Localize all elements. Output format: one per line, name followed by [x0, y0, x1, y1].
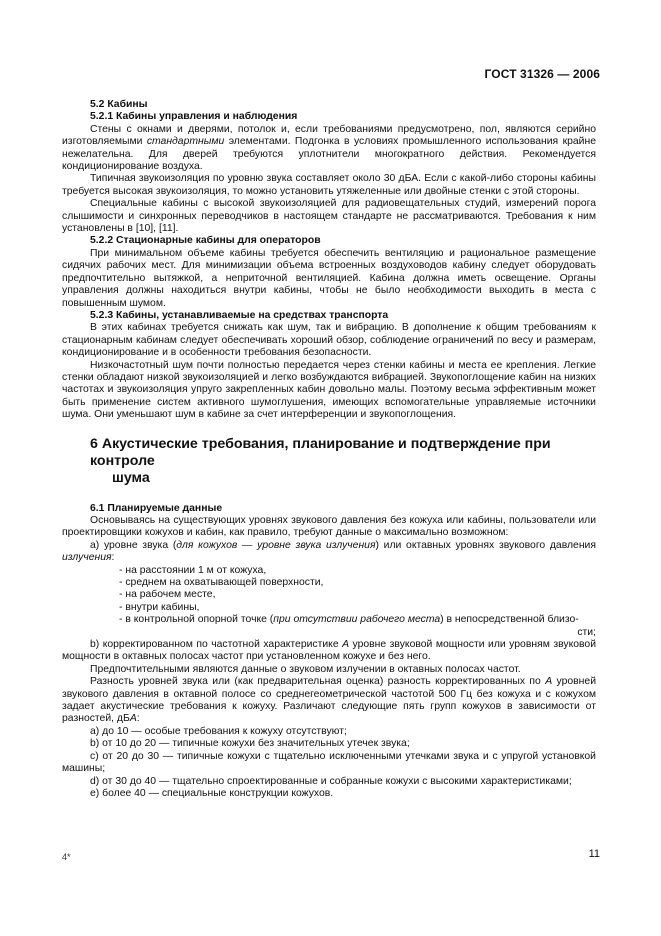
text-span: : — [111, 552, 115, 564]
text-span: уровней звукового давления в октавной полосе со среднегеометрической частотой 500 Гц без кожуха и с кожухом задает акустические требования к кожуху. Различают следующие пять групп кожухов в зависимости от разностей, дБ — [62, 676, 596, 725]
text-span: a) уровне звука ( — [90, 539, 177, 551]
dash-item — [62, 614, 596, 639]
group-item-c: c) от 20 до 30 — типичные кожухи с тщательно исключенными утечками звука и с упругой установкой машины; — [62, 750, 596, 775]
section-6-1-heading: 6.1 Планируемые данные — [90, 502, 223, 514]
text-span: - в контрольной опорной точке ( — [119, 614, 274, 626]
paragraph-6-1-difference — [62, 676, 596, 726]
section-5-2-heading: 5.2 Кабины — [90, 99, 148, 110]
dash-item: - внутри кабины, — [119, 601, 200, 613]
group-item-e: e) более 40 — специальные конструкции кожухов. — [90, 787, 334, 799]
text-span: ) в непосредственной близо- — [440, 614, 579, 626]
italic-span: стандартными — [146, 136, 225, 148]
text-span: : — [136, 713, 140, 725]
group-item-b: b) от 10 до 20 — типичные кожухи без значительных утечек звука; — [90, 738, 410, 750]
section-5-2-3-heading: 5.2.3 Кабины, устанавливаемые на средствах транспорта — [90, 309, 389, 321]
text-span: ) или октавных уровнях звукового давления — [375, 539, 596, 551]
dash-item: - на рабочем месте, — [119, 589, 216, 601]
heading-line: 6 Акустические требования, планирование и подтверждение при контроле — [90, 435, 551, 469]
italic-span: А — [342, 639, 350, 651]
italic-span: для кожухов — уровне звука излучения — [176, 539, 376, 551]
text-span: элементами. Подгонка в условиях промышленного использования крайне нежелательна. Для дверей требуются уплотнители многократного действия. Рекомендуется кондиционирование воздуха. — [62, 136, 597, 173]
page-number: 11 — [588, 848, 600, 860]
section-5-2-1-heading: 5.2.1 Кабины управления и наблюдения — [90, 111, 298, 123]
text-span: Стены с окнами и дверями, потолок и, если требованиями предусмотрено, пол, являются серийно изготовляемыми — [62, 123, 596, 148]
italic-span: А — [129, 713, 137, 725]
document-body — [62, 99, 596, 800]
group-item-d: d) от 30 до 40 — тщательно спроектированные и собранные кожухи с высокими характеристиками; — [90, 775, 572, 787]
paragraph-5-2-3-a: В этих кабинах требуется снижать как шум, так и вибрацию. В дополнение к общим требованиям к стационарным кабинам следует обеспечивать хороший обзор, соблюдение ограничений по весу и размерам, кондиционирование и в особенности требования безопасности. — [62, 322, 596, 359]
list-item-a — [62, 540, 596, 565]
dash-item: - на расстоянии 1 м от кожуха, — [119, 564, 267, 576]
italic-span: при отсутствии рабочего места — [273, 614, 441, 626]
paragraph-5-2-1-b: Типичная звукоизоляция по уровню звука составляет около 30 дБА. Если с какой-либо стороны кабины требуется высокая звукоизоляция, то можно установить утяжеленные или двойные стенки с этой стороны. — [62, 173, 596, 197]
italic-span: излучения — [62, 552, 112, 564]
paragraph-5-2-1-a — [62, 124, 596, 174]
paragraph-5-2-3-b: Низкочастотный шум почти полностью передается через стенки кабины и места ее крепления. Легкие стенки обладают низкой звукоизоляцией и легко возбуждаются вибрацией. Звукопоглощение кабин на низких частотах и звукоизоляция упруго закрепленных кабин довольно малы. Поэтому весьма эффективным может быть применение систем активного шумоглушения, имеющих вспомогательные управляемые источники шума. Они уменьшают шум в кабине за счет интерференции и звукопоглощения. — [62, 359, 596, 421]
list-item-b — [62, 639, 596, 664]
group-item-a: a) до 10 — особые требования к кожуху отсутствуют; — [90, 725, 347, 737]
text-span: Разность уровней звука или (как предварительная оценка) разность корректированных по — [90, 676, 546, 688]
paragraph-5-2-2: При минимальном объеме кабины требуется обеспечить вентиляцию и рациональное размещение сидячих рабочих мест. Для минимизации объема встроенных воздуховодов кабину следует оборудовать предпочтительно вытяжкой, а неприточной вентиляцией. Кабина должна иметь освещение. Органы управления должны находиться внутри кабины, чтобы не было необходимости выходить в места с повышенным шумом. — [62, 247, 596, 309]
text-span: уровне звуковой мощности или уровням звуковой мощности в октавных полосах частот при установленном кожухе и без него. — [62, 639, 597, 663]
text-span: сти; — [577, 626, 596, 638]
section-6-heading — [62, 436, 596, 487]
paragraph-5-2-1-c: Специальные кабины с высокой звукоизоляцией для радиовещательных студий, измерений порога слышимости и синхронных переводчиков в настоящем стандарте не рассматриваются. Требования к ним установлены в [10], [11]. — [62, 198, 596, 235]
sheet-mark: 4* — [62, 852, 71, 862]
paragraph-6-1-intro: Основываясь на существующих уровнях звукового давления без кожуха или кабины, пользователи или проектировщики кожухов и кабин, как правило, требуют данные о максимально возможном: — [62, 514, 596, 539]
document-code: ГОСТ 31326 — 2006 — [484, 67, 600, 81]
text-span: b) корректированном по частотной характеристике — [90, 639, 343, 651]
dash-item: - среднем на охватывающей поверхности, — [119, 577, 324, 588]
paragraph-6-1-preferred: Предпочтительными являются данные о звуковом излучении в октавных полосах частот. — [90, 663, 521, 675]
italic-span: А — [545, 676, 553, 688]
section-5-2-2-heading: 5.2.2 Стационарные кабины для операторов — [90, 235, 321, 247]
heading-line: шума — [112, 469, 150, 486]
